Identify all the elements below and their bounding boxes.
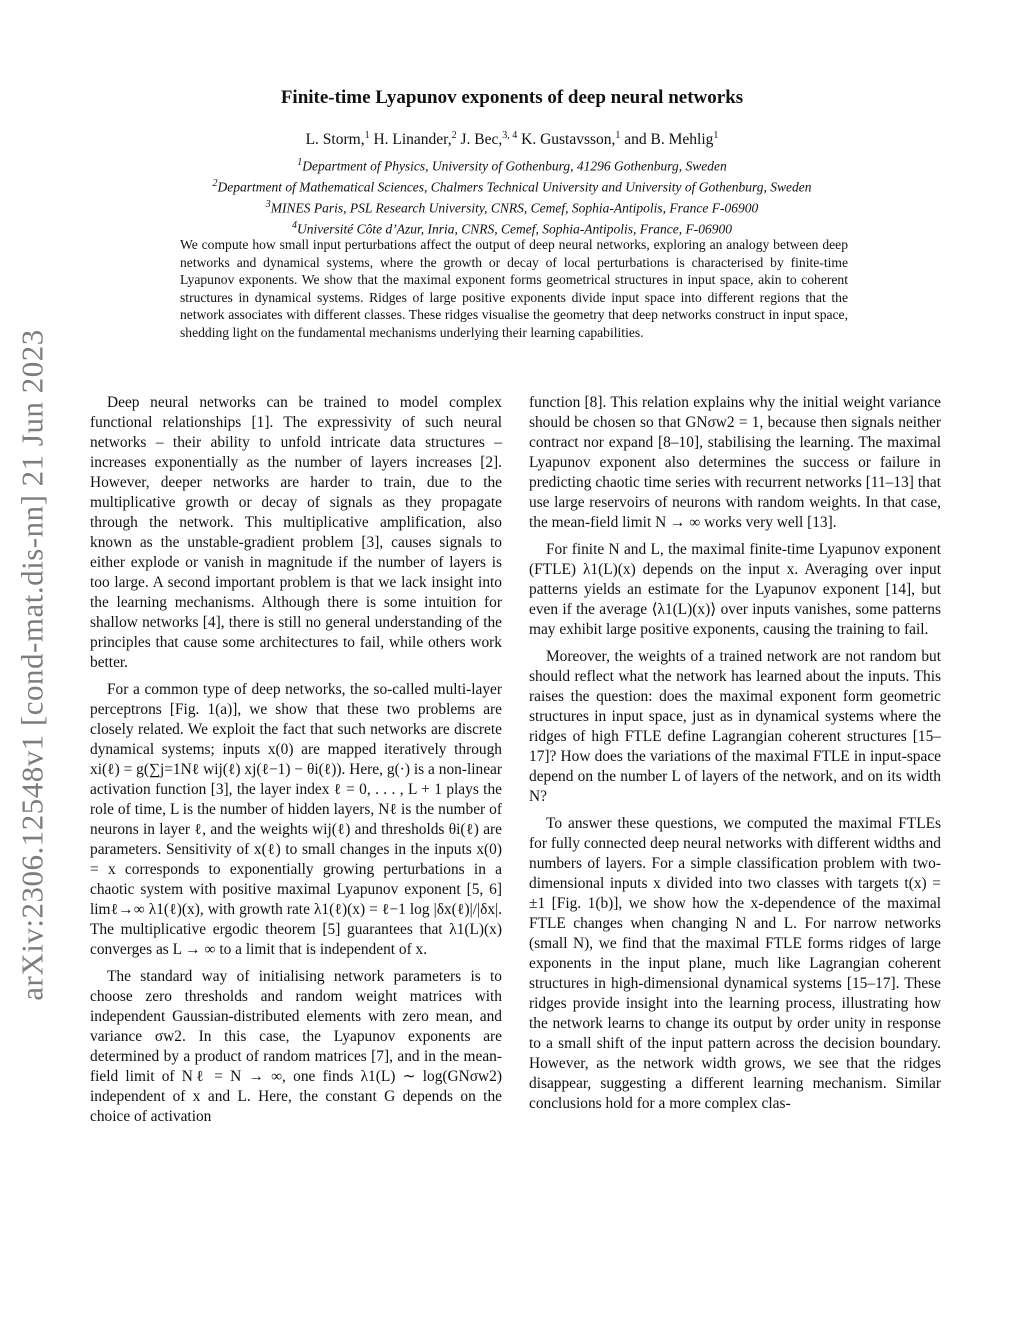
- paragraph: For a common type of deep networks, the so-called multi-layer perceptrons [Fig. 1(a)], we show that these two problems are closely related. We exploit the fact that such networks are discrete dynamical systems; inputs x(0) are mapped iteratively through xi(ℓ) = g(∑j=1Nℓ wij(ℓ) xj(ℓ−1) − θi(ℓ)). Here, g(·) is a non-linear activation function [3], the layer index ℓ = 0, . . . , L + 1 plays the role of time, L is the number of hidden layers, Nℓ is the number of neurons in layer ℓ, and the weights wij(ℓ) and thresholds θi(ℓ) are parameters. Sensitivity of x(ℓ) to small changes in the inputs x(0) = x corresponds to exponentially growing perturbations in a chaotic system with positive maximal Lyapunov exponent [5, 6] limℓ→∞ λ1(ℓ)(x), with growth rate λ1(ℓ)(x) = ℓ−1 log |δx(ℓ)|/|δx|. The multiplicative ergodic theorem [5] guarantees that λ1(L)(x) converges as L → ∞ to a limit that is independent of x.: [90, 681, 502, 958]
- affiliation-list: [0, 154, 1024, 238]
- affiliation: $^1$Department of Physics, University of Gothenburg, 41296 Gothenburg, Sweden: [297, 157, 727, 174]
- affiliation: $^4$Université Côte d’Azur, Inria, CNRS, Cemef, Sophia-Antipolis, France, F-06900: [292, 220, 732, 237]
- paper-title: Finite-time Lyapunov exponents of deep neural networks: [280, 87, 744, 108]
- author: K. Gustavsson,$^1$: [521, 130, 621, 149]
- paragraph: Moreover, the weights of a trained network are not random but should reflect what the network has learned about the inputs. This raises the question: does the maximal exponent form geometric structures in input space, just as in dynamical systems where the ridges of high FTLE define Lagrangian coherent structures [15–17]? How does the variations of the maximal FTLE in input-space depend on the number L of layers of the network, and on its width N?: [529, 648, 941, 805]
- author: H. Linander,$^2$: [373, 130, 457, 149]
- author-list: [0, 130, 1024, 149]
- author: J. Bec,$^{3, 4}$: [460, 130, 518, 149]
- body-column-left: [90, 393, 502, 1134]
- abstract: We compute how small input perturbations affect the output of deep neural networks, exploring an analogy between deep networks and dynamical systems, where the growth or decay of local perturbations is characterised by finite-time Lyapunov exponents. We show that the maximal exponent forms geometrical structures in input space, akin to coherent structures in dynamical systems. Ridges of large positive exponents divide input space into different regions that the network associates with different classes. These ridges visualise the geometry that deep networks construct in input space, shedding light on the fundamental mechanisms underlying their learning capabilities.: [180, 237, 848, 340]
- arxiv-identifier: arXiv:2306.12548v1 [cond-mat.dis-nn] 21 Jun 2023: [15, 329, 51, 1001]
- affiliation: $^2$Department of Mathematical Sciences, Chalmers Technical University and University of Gothenburg, Sweden: [212, 178, 812, 195]
- paragraph: The standard way of initialising network parameters is to choose zero thresholds and random weight matrices with independent Gaussian-distributed elements with zero mean, and variance σw2. In this case, the Lyapunov exponents are determined by a product of random matrices [7], and in the mean-field limit of Nℓ = N → ∞, one finds λ1(L) ∼ log(GNσw2) independent of x and L. Here, the constant G depends on the choice of activation: [90, 968, 502, 1125]
- body-column-right: [529, 393, 941, 1121]
- paragraph: function [8]. This relation explains why the initial weight variance should be chosen so that GNσw2 = 1, because then signals neither contract nor expand [8–10], stabilising the learning. The maximal Lyapunov exponent also determines the success or failure in predicting chaotic time series with recurrent networks [11–13] that use large reservoirs of neurons with random weights. In that case, the mean-field limit N → ∞ works very well [13].: [529, 394, 941, 531]
- arxiv-side-stamp: [8, 300, 58, 1030]
- paragraph: Deep neural networks can be trained to model complex functional relationships [1]. The expressivity of such neural networks – their ability to unfold intricate data structures – increases exponentially as the number of layers increases [2]. However, deeper networks are harder to train, due to the multiplicative growth or decay of signals as they propagate through the network. This multiplicative amplification, also known as the unstable-gradient problem [3], causes signals to either explode or vanish in magnitude if the number of layers is too large. A second important problem is that we lack insight into the learning mechanisms. Although there is some intuition for shallow networks [4], there is still no general understanding of the principles that cause some architectures to fail, while others work better.: [90, 394, 502, 671]
- paragraph: To answer these questions, we computed the maximal FTLEs for fully connected deep neural networks with different widths and numbers of layers. For a simple classification problem with two-dimensional inputs x divided into two classes with targets t(x) = ±1 [Fig. 1(b)], we show how the x-dependence of the maximal FTLE changes when changing N and L. For narrow networks (small N), we find that the maximal FTLE forms ridges of large exponents in the input plane, much like Lagrangian coherent structures in high-dimensional dynamical systems [15–17]. These ridges provide insight into the learning process, illustrating how the network learns to change its output by order unity in response to a small shift of the input pattern across the decision boundary. However, as the network width grows, we see that the ridges disappear, suggesting a different learning mechanism. Similar conclusions hold for a more complex clas-: [529, 815, 941, 1112]
- paragraph: For finite N and L, the maximal finite-time Lyapunov exponent (FTLE) λ1(L)(x) depends on the input x. Averaging over input patterns yields an estimate for the Lyapunov exponent [14], but even if the average ⟨λ1(L)(x)⟩ over inputs vanishes, some patterns may exhibit large positive exponents, causing the training to fail.: [529, 541, 941, 638]
- author: and B. Mehlig$^1$: [624, 130, 719, 149]
- author: L. Storm,$^1$: [305, 130, 370, 149]
- affiliation: $^3$MINES Paris, PSL Research University, CNRS, Cemef, Sophia-Antipolis, France F-06900: [265, 199, 759, 216]
